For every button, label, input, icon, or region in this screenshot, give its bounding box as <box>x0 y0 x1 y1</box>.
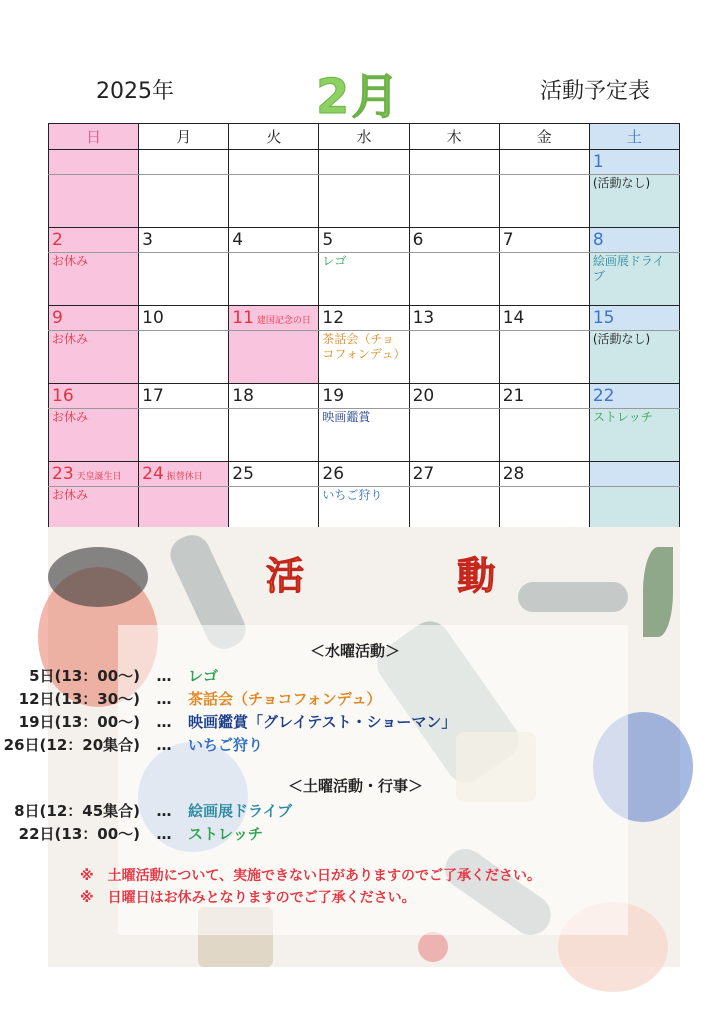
day-activity <box>409 331 499 384</box>
activity-row <box>49 409 680 462</box>
day-activity <box>139 409 229 462</box>
note-line: ※ 土曜活動について、実施できない日がありますのでご了承ください。 <box>80 868 542 884</box>
day-activity <box>409 409 499 462</box>
day-number: 16 <box>49 384 139 409</box>
day-activity: お休み <box>49 409 139 462</box>
weekday-tue: 火 <box>229 124 319 150</box>
day-number <box>49 150 139 175</box>
day-activity <box>49 175 139 228</box>
day-activity <box>139 331 229 384</box>
week-row <box>49 150 680 175</box>
day-activity <box>409 175 499 228</box>
day-number: 17 <box>139 384 229 409</box>
weekday-thu: 木 <box>409 124 499 150</box>
holiday-cell <box>229 306 319 331</box>
day-number: 1 <box>589 150 679 175</box>
week-row <box>49 384 680 409</box>
activity-line: 26日(12：20集合) … いちご狩り <box>3 736 264 754</box>
day-activity <box>409 253 499 306</box>
day-number <box>139 150 229 175</box>
day-number: 10 <box>139 306 229 331</box>
activities-panel <box>3 527 680 967</box>
day-activity: (活動なし) <box>589 175 679 228</box>
calendar-header <box>48 58 680 125</box>
day-activity: いちご狩り <box>319 487 409 540</box>
activity-line: 19日(13：00～) … 映画鑑賞「グレイテスト・ショーマン」 <box>18 713 457 731</box>
day-number: 3 <box>139 228 229 253</box>
day-activity: 絵画展ドライブ <box>589 253 679 306</box>
day-number <box>229 150 319 175</box>
day-activity: お休み <box>49 487 139 540</box>
note-line: ※ 日曜日はお休みとなりますのでご了承ください。 <box>80 890 416 906</box>
day-number: 25 <box>229 462 319 487</box>
day-number: 11 <box>232 308 254 328</box>
week-row <box>49 228 680 253</box>
day-activity <box>229 253 319 306</box>
day-activity: お休み <box>49 253 139 306</box>
weekday-row <box>49 124 680 150</box>
day-number: 8 <box>589 228 679 253</box>
day-activity <box>229 331 319 384</box>
day-number: 19 <box>319 384 409 409</box>
calendar-grid <box>48 123 680 540</box>
day-activity: お休み <box>49 331 139 384</box>
decoration-leaf <box>643 547 673 637</box>
activities-title: 活 動 <box>266 554 566 598</box>
day-number: 6 <box>409 228 499 253</box>
holiday-cell <box>139 462 229 487</box>
activity-line: 12日(13：30～) … 茶話会（チョコフォンデュ） <box>18 690 382 708</box>
weekday-wed: 水 <box>319 124 409 150</box>
day-number: 26 <box>319 462 409 487</box>
day-activity: レゴ <box>319 253 409 306</box>
day-number: 22 <box>589 384 679 409</box>
day-activity: ストレッチ <box>589 409 679 462</box>
activity-line: 22日(13：00～) … ストレッチ <box>18 825 263 843</box>
week-row <box>49 462 680 487</box>
day-number: 28 <box>499 462 589 487</box>
day-activity: 茶話会（チョコフォンデュ） <box>319 331 409 384</box>
holiday-name: 振替休日 <box>166 472 203 482</box>
day-number: 14 <box>499 306 589 331</box>
day-number <box>499 150 589 175</box>
day-number: 20 <box>409 384 499 409</box>
day-activity <box>499 253 589 306</box>
day-activity <box>499 175 589 228</box>
weekday-mon: 月 <box>139 124 229 150</box>
month-title: 2月 <box>316 69 402 125</box>
activity-row <box>49 253 680 306</box>
day-number <box>409 150 499 175</box>
day-number: 4 <box>229 228 319 253</box>
weekday-sun: 日 <box>49 124 139 150</box>
day-number: 18 <box>229 384 319 409</box>
day-number <box>319 150 409 175</box>
activity-line: 8日(12：45集合) … 絵画展ドライブ <box>14 802 293 820</box>
activity-row <box>49 331 680 384</box>
day-number: 12 <box>319 306 409 331</box>
day-number: 7 <box>499 228 589 253</box>
day-number: 5 <box>319 228 409 253</box>
day-number: 21 <box>499 384 589 409</box>
wednesday-heading: ＜水曜活動＞ <box>310 642 401 660</box>
holiday-cell <box>49 462 139 487</box>
day-number <box>589 462 679 487</box>
day-activity <box>229 409 319 462</box>
day-activity <box>139 253 229 306</box>
weekday-fri: 金 <box>499 124 589 150</box>
week-row <box>49 306 680 331</box>
day-activity <box>499 331 589 384</box>
day-number: 2 <box>49 228 139 253</box>
day-activity <box>139 175 229 228</box>
day-number: 27 <box>409 462 499 487</box>
day-activity: 映画鑑賞 <box>319 409 409 462</box>
activity-line: 5日(13：00～) … レゴ <box>29 667 219 685</box>
day-number: 9 <box>49 306 139 331</box>
activity-row <box>49 175 680 228</box>
day-number: 15 <box>589 306 679 331</box>
decoration-flower <box>418 932 448 962</box>
decoration-oni-hair <box>48 547 148 607</box>
day-number: 13 <box>409 306 499 331</box>
holiday-name: 建国記念の日 <box>256 316 311 326</box>
day-number: 24 <box>142 464 164 484</box>
holiday-name: 天皇誕生日 <box>76 472 122 482</box>
day-activity <box>499 409 589 462</box>
day-activity <box>229 175 319 228</box>
weekday-sat: 土 <box>589 124 679 150</box>
saturday-heading: ＜土曜活動・行事＞ <box>288 777 424 795</box>
day-activity: (活動なし) <box>589 331 679 384</box>
year-label: 2025年 <box>96 79 174 104</box>
schedule-title: 活動予定表 <box>539 79 650 104</box>
day-activity <box>319 175 409 228</box>
day-number: 23 <box>52 464 74 484</box>
